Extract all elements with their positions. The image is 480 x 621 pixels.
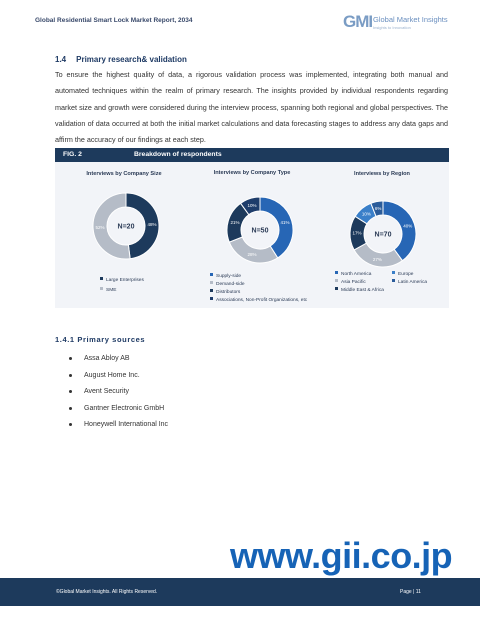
slice-value-label: 40%	[403, 223, 413, 229]
figure-panel	[55, 162, 449, 308]
list-item: August Home Inc.	[69, 369, 168, 386]
watermark: www.gii.co.jp	[230, 535, 453, 576]
legend-item	[210, 289, 240, 295]
legend-item	[100, 287, 116, 293]
legend-label: North America	[341, 272, 372, 277]
donut-company-type	[225, 195, 295, 265]
slice-value-label: 6%	[374, 205, 382, 211]
legend-label: Demand-side	[216, 282, 245, 287]
slice-value-label: 41%	[280, 220, 290, 226]
list-item: Honeywell International Inc	[69, 418, 168, 435]
page-footer	[0, 578, 480, 606]
legend-label: Middle East & Africa	[341, 288, 384, 293]
section-number: 1.4	[55, 55, 67, 64]
figure-label: FIG. 2	[63, 151, 82, 158]
subsection-heading: 1.4.1 Primary sources	[55, 335, 146, 344]
logo-tagline: Insights to Innovation	[373, 25, 411, 30]
legend-label: Europe	[398, 272, 414, 277]
legend-item	[210, 281, 245, 287]
legend-label: Asia Pacific	[341, 280, 366, 285]
legend-label: Supply-side	[216, 274, 242, 279]
slice-value-label: 10%	[361, 211, 371, 217]
legend-item	[392, 279, 427, 285]
legend-swatch	[100, 287, 103, 290]
footer-copyright: ©Global Market Insights. All Rights Reserved.	[56, 589, 158, 595]
logo-mark: GMI	[343, 12, 373, 31]
slice-value-label: 17%	[352, 230, 362, 236]
slice-value-label: 27%	[372, 256, 382, 262]
legend-swatch	[210, 297, 213, 300]
legend-label: SME	[106, 288, 117, 293]
legend-item	[210, 297, 307, 303]
list-item: Avent Security	[69, 385, 168, 402]
legend-swatch	[335, 271, 338, 274]
donut-center-label: N=70	[374, 231, 392, 239]
gmi-logo	[343, 12, 448, 36]
slice-value-label: 21%	[230, 220, 240, 226]
legend-swatch	[392, 279, 395, 282]
donut-center-label: N=20	[117, 223, 135, 231]
slice-value-label: 28%	[247, 252, 257, 258]
chart-title-company-size: Interviews by Company Size	[86, 171, 162, 177]
report-title: Global Residential Smart Lock Market Report, 2034	[35, 17, 193, 24]
legend-swatch	[210, 289, 213, 292]
legend-label: Latin America	[398, 280, 428, 285]
legend-item	[100, 277, 144, 283]
legend-item	[392, 271, 413, 277]
legend-item	[335, 279, 366, 285]
legend-swatch	[210, 273, 213, 276]
footer-page-number: Page | 11	[400, 589, 421, 595]
slice-value-label: 48%	[147, 221, 157, 227]
logo-name: Global Market Insights	[373, 15, 448, 24]
legend-swatch	[335, 279, 338, 282]
donut-slice	[229, 237, 277, 263]
section-paragraph: To ensure the highest quality of data, a rigorous validation process was implemented, integrating both manual and automated techniques within the realm of primary research. The insights provided by individual respondents regarding market size and growth were considered during the interview process, spanning both regional and global perspectives. The validation of data occurred at both the initial market calculations and data forecasting stages to address any data gaps and affirm the accuracy of our findings at each step.	[55, 70, 448, 145]
legend-swatch	[335, 287, 338, 290]
list-item: Gantner Electronic GmbH	[69, 402, 168, 419]
section-title: Primary research& validation	[76, 55, 187, 64]
page-header	[0, 0, 480, 40]
legend-swatch	[210, 281, 213, 284]
legend-label: Associations, Non-Profit Organizations, etc	[216, 298, 308, 303]
legend-item	[210, 273, 241, 279]
donut-company-size	[91, 191, 161, 261]
slice-value-label: 10%	[247, 202, 257, 208]
chart-title-region: Interviews by Region	[354, 171, 410, 177]
list-item: Assa Abloy AB	[69, 352, 168, 369]
legend-swatch	[392, 271, 395, 274]
chart-title-company-type: Interviews by Company Type	[213, 170, 291, 176]
legend-item	[335, 287, 384, 293]
figure-header	[55, 148, 449, 162]
primary-sources-list	[69, 352, 168, 435]
donut-slice	[354, 243, 402, 267]
section-heading	[55, 55, 187, 64]
slice-value-label: 52%	[95, 225, 105, 231]
figure-title: Breakdown of respondents	[134, 151, 222, 158]
legend-item	[335, 271, 371, 277]
legend-swatch	[100, 277, 103, 280]
donut-center-label: N=50	[251, 227, 269, 235]
donut-region	[348, 199, 418, 269]
legend-label: Large Enterprises	[106, 278, 144, 283]
legend-label: Distributors	[216, 290, 241, 295]
